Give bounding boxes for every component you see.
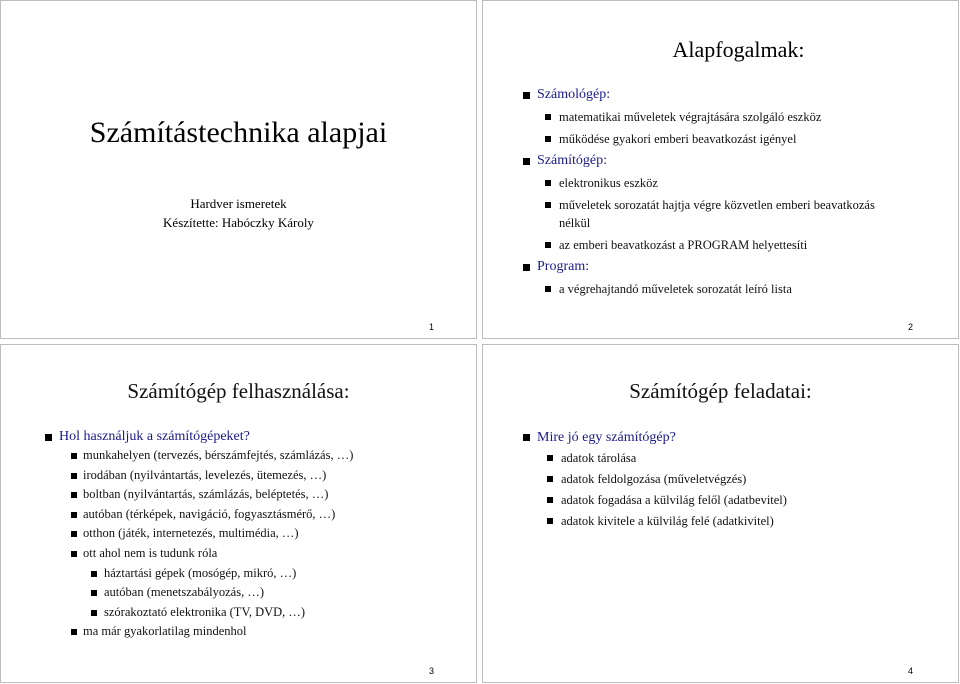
list-item: a végrehajtandó műveletek sorozatát leíró lista [523,278,879,300]
square-bullet-icon [545,180,551,186]
square-bullet-icon [547,455,553,461]
square-bullet-icon [523,264,530,271]
list-item: matematikai műveletek végrajtására szolgáló eszköz [523,106,879,128]
square-bullet-icon [71,629,77,635]
square-bullet-icon [91,610,97,616]
square-bullet-icon [547,476,553,482]
list-item: munkahelyen (tervezés, bérszámfejtés, számlázás, …) [45,446,353,466]
subtitle-line: Hardver ismeretek [190,196,287,211]
list-item: Számítógép: [523,150,879,172]
square-bullet-icon [523,92,530,99]
square-bullet-icon [91,571,97,577]
square-bullet-icon [71,512,77,518]
slide-2 [482,0,959,339]
list-item: boltban (nyilvántartás, számlázás, beléptetés, …) [45,485,353,505]
list-item: műveletek sorozatát hajtja végre közvetlen emberi beavatkozás nélkül [523,194,879,234]
square-bullet-icon [91,590,97,596]
square-bullet-icon [71,492,77,498]
square-bullet-icon [545,202,551,208]
slide-title: Számítógép feladatai: [629,379,812,403]
slide-title: Alapfogalmak: [672,37,805,62]
list-item: Számológép: [523,84,879,106]
slide-1 [0,0,477,339]
square-bullet-icon [71,531,77,537]
list-item: adatok feldolgozása (műveletvégzés) [523,469,787,490]
list-item: az emberi beavatkozást a PROGRAM helyettesíti [523,234,879,256]
square-bullet-icon [71,453,77,459]
page-number: 2 [908,322,914,332]
list-item: elektronikus eszköz [523,172,879,194]
square-bullet-icon [547,497,553,503]
square-bullet-icon [523,158,530,165]
list-item: adatok tárolása [523,448,787,469]
list-item: adatok fogadása a külvilág felől (adatbevitel) [523,490,787,511]
slide-3 [0,344,477,683]
list-item: irodában (nyilvántartás, levelezés, ütemezés, …) [45,466,353,486]
page-number: 4 [908,666,914,676]
square-bullet-icon [523,434,530,441]
slide-subtitle [1,194,476,232]
slide-title: Számítástechnika alapjai [89,116,388,149]
square-bullet-icon [545,114,551,120]
author-line: Készítette: Habóczky Károly [163,215,314,230]
list-item: autóban (menetszabályozás, …) [45,583,353,603]
slide-title: Számítógép felhasználása: [127,379,350,403]
bullet-list [45,427,353,642]
slide-4 [482,344,959,683]
list-item: szórakoztató elektronika (TV, DVD, …) [45,603,353,623]
list-item: ma már gyakorlatilag mindenhol [45,622,353,642]
square-bullet-icon [545,286,551,292]
list-item: Mire jó egy számítógép? [523,427,787,448]
list-item: működése gyakori emberi beavatkozást igényel [523,128,879,150]
list-item: otthon (játék, internetezés, multimédia, …) [45,524,353,544]
square-bullet-icon [71,551,77,557]
bullet-list [523,84,879,300]
list-item: ott ahol nem is tudunk róla [45,544,353,564]
square-bullet-icon [45,434,52,441]
square-bullet-icon [545,242,551,248]
page-number: 1 [429,322,435,332]
square-bullet-icon [547,518,553,524]
square-bullet-icon [71,473,77,479]
square-bullet-icon [545,136,551,142]
bullet-list [523,427,787,532]
list-item: háztartási gépek (mosógép, mikró, …) [45,564,353,584]
list-item: autóban (térképek, navigáció, fogyasztásmérő, …) [45,505,353,525]
list-item: Program: [523,256,879,278]
page-number: 3 [429,666,435,676]
list-item: adatok kivitele a külvilág felé (adatkivitel) [523,511,787,532]
list-item: Hol használjuk a számítógépeket? [45,427,353,446]
